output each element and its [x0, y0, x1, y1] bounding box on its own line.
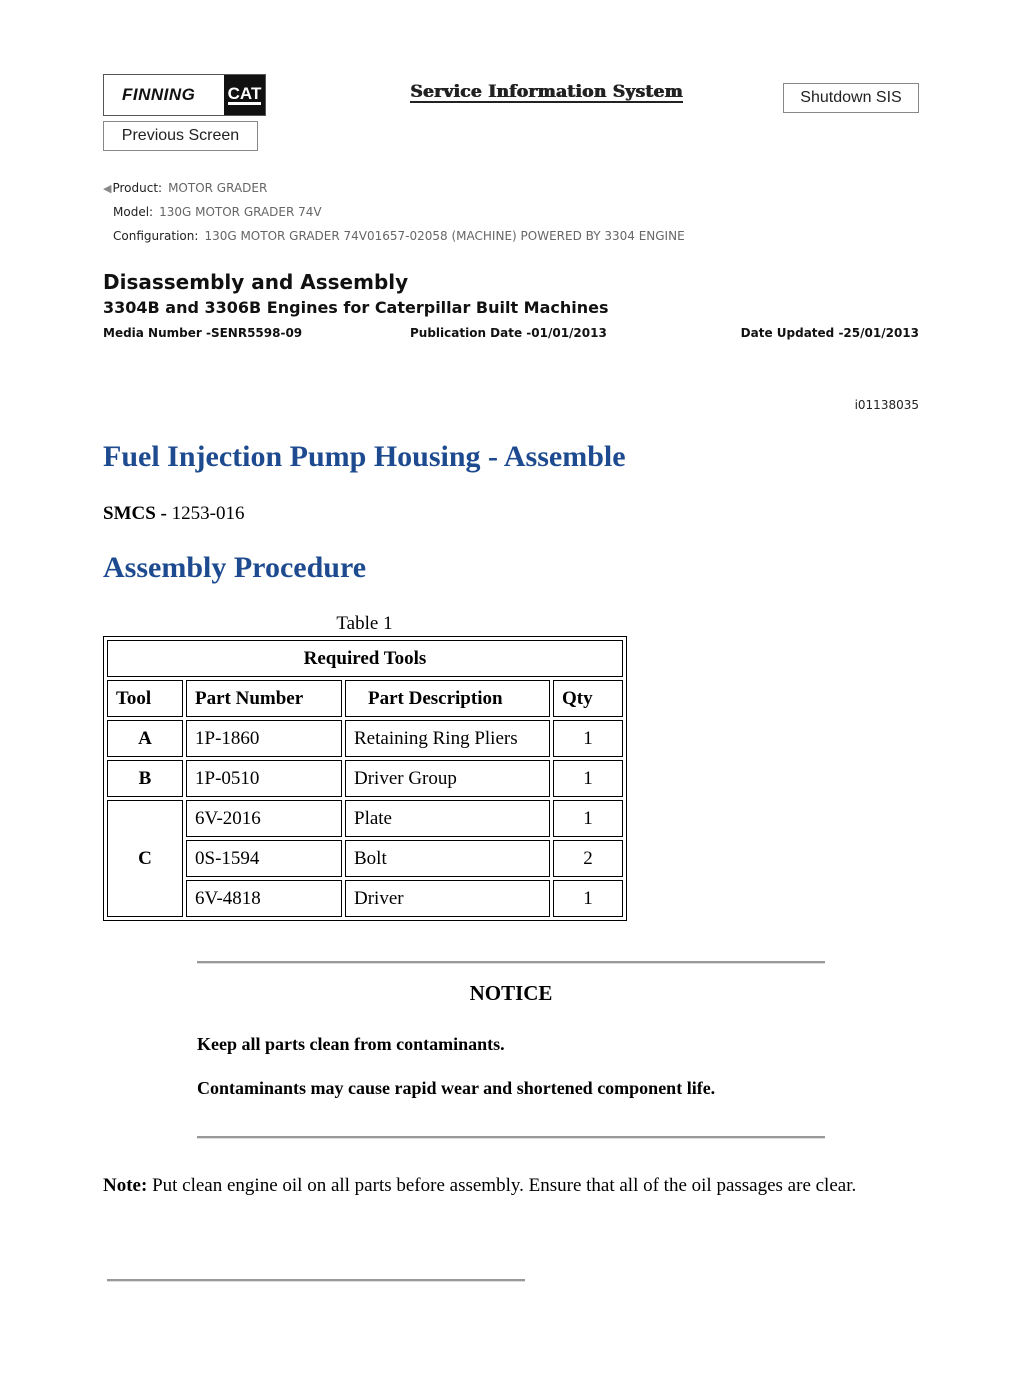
notice-bottom-divider	[197, 1136, 825, 1139]
note-paragraph	[103, 1174, 903, 1198]
column-header-part-number: Part Number	[186, 680, 342, 717]
configuration-row	[113, 229, 685, 243]
notice-title: NOTICE	[469, 981, 553, 1005]
document-id: i01138035	[854, 398, 919, 412]
part-number-cell: 6V-2016	[186, 800, 342, 837]
page-title: Fuel Injection Pump Housing - Assemble	[103, 440, 626, 473]
note-label: Note:	[103, 1175, 148, 1196]
media-number: Media Number -SENR5598-09	[103, 326, 303, 340]
table-row	[107, 760, 623, 797]
note-text: Put clean engine oil on all parts before assembly. Ensure that all of the oil passages are clear.	[152, 1175, 857, 1196]
table-header-row	[107, 680, 623, 717]
part-description-cell: Bolt	[345, 840, 550, 877]
finning-logo-text: FINNING	[122, 85, 196, 104]
model-label: Model:	[113, 205, 154, 219]
qty-cell: 1	[553, 760, 623, 797]
column-header-part-description: Part Description	[345, 680, 550, 717]
table-row	[107, 840, 623, 877]
part-description-cell: Plate	[345, 800, 550, 837]
table-row	[107, 720, 623, 757]
part-number-cell: 1P-1860	[186, 720, 342, 757]
part-description-cell: Retaining Ring Pliers	[345, 720, 550, 757]
product-row	[103, 181, 267, 195]
product-label: Product:	[112, 181, 163, 195]
section-title: Assembly Procedure	[103, 551, 367, 584]
part-number-cell: 1P-0510	[186, 760, 342, 797]
document-subtitle: 3304B and 3306B Engines for Caterpillar Built Machines	[103, 298, 609, 317]
part-number-cell: 6V-4818	[186, 880, 342, 917]
table-row	[107, 880, 623, 917]
required-tools-table	[103, 636, 627, 921]
tool-cell: C	[107, 800, 183, 917]
qty-cell: 2	[553, 840, 623, 877]
configuration-label: Configuration:	[113, 229, 199, 243]
qty-cell: 1	[553, 800, 623, 837]
column-header-qty: Qty	[553, 680, 623, 717]
smcs-label: SMCS -	[103, 503, 167, 524]
sis-title: Service Information System	[410, 82, 683, 102]
part-number-cell: 0S-1594	[186, 840, 342, 877]
previous-screen-button[interactable]: Previous Screen	[103, 121, 258, 151]
smcs-code	[103, 503, 244, 525]
configuration-value: 130G MOTOR GRADER 74V01657-02058 (MACHINE) POWERED BY 3304 ENGINE	[204, 229, 685, 243]
table-caption: Table 1	[336, 613, 393, 634]
tool-cell: A	[107, 720, 183, 757]
model-value: 130G MOTOR GRADER 74V	[159, 205, 322, 219]
part-description-cell: Driver	[345, 880, 550, 917]
product-value: MOTOR GRADER	[168, 181, 268, 195]
table-row	[107, 800, 623, 837]
cat-logo	[224, 75, 265, 115]
date-updated: Date Updated -25/01/2013	[740, 326, 919, 340]
cat-logo-text: CAT	[227, 83, 262, 103]
notice-top-divider	[197, 961, 825, 964]
qty-cell: 1	[553, 720, 623, 757]
notice-text-1: Keep all parts clean from contaminants.	[197, 1034, 505, 1054]
notice-text-2: Contaminants may cause rapid wear and shortened component life.	[197, 1078, 716, 1098]
table-heading-row	[107, 640, 623, 677]
part-description-cell: Driver Group	[345, 760, 550, 797]
tool-cell: B	[107, 760, 183, 797]
document-title: Disassembly and Assembly	[103, 270, 409, 294]
shutdown-sis-button[interactable]: Shutdown SIS	[783, 83, 919, 113]
back-arrow-icon[interactable]: ◀	[103, 182, 112, 195]
column-header-tool: Tool	[107, 680, 183, 717]
publication-date: Publication Date -01/01/2013	[410, 326, 607, 340]
model-row	[113, 205, 322, 219]
qty-cell: 1	[553, 880, 623, 917]
finning-cat-logo	[103, 74, 266, 116]
smcs-value: 1253-016	[171, 503, 245, 524]
end-divider	[107, 1279, 525, 1282]
table-heading: Required Tools	[107, 640, 623, 677]
